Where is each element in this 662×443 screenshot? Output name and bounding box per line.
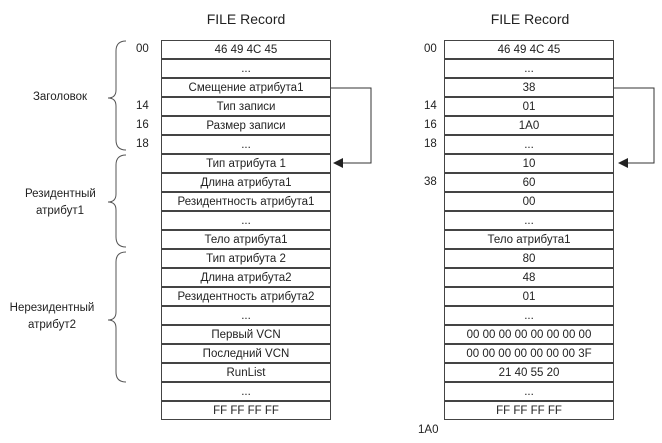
left-record-cell: 46 49 4C 45 [161,40,331,59]
right-record-cell: 00 [444,192,614,211]
left-record-cell: ... [161,211,331,230]
left-record-cell: Резидентность атрибута1 [161,192,331,211]
left-offset-label: 18 [136,138,149,150]
right-record-cell: 38 [444,78,614,97]
group-label-header: Заголовок [32,91,88,103]
right-record-cell: 01 [444,97,614,116]
arrow-left-head [333,158,343,168]
arrow-right-head [618,158,628,168]
left-record-cell: Первый VCN [161,325,331,344]
right-record-cell: 1A0 [444,116,614,135]
right-record-cell: 10 [444,154,614,173]
arrow-right-offset [614,88,654,163]
left-record-cell: Тело атрибута1 [161,230,331,249]
left-record-cell: ... [161,306,331,325]
left-offset-label: 14 [136,100,149,112]
right-offset-label: 16 [424,119,437,131]
right-end-offset: 1A0 [418,424,439,436]
left-record-title: FILE Record [206,11,286,27]
right-record-cell: 01 [444,287,614,306]
right-record-cell: 00 00 00 00 00 00 00 3F [444,344,614,363]
right-offset-label: 18 [424,138,437,150]
right-record-cell: ... [444,382,614,401]
right-record-cell: Тело атрибута1 [444,230,614,249]
right-record-cell: ... [444,135,614,154]
left-record-cell: Тип атрибута 1 [161,154,331,173]
left-record-cell: Длина атрибута2 [161,268,331,287]
left-record-cell: FF FF FF FF [161,401,331,420]
right-record-cell: 80 [444,249,614,268]
brace-nonresident-attribute [108,252,126,382]
left-offset-label: 00 [136,43,149,55]
right-record-title: FILE Record [490,11,570,27]
left-record-cell: Тип записи [161,97,331,116]
left-record-cell: Размер записи [161,116,331,135]
right-record-cell: FF FF FF FF [444,401,614,420]
right-record-cell: ... [444,59,614,78]
left-record-cell: ... [161,382,331,401]
right-offset-label: 14 [424,100,437,112]
group-label-nonresident-attribute: Нерезидентный атрибут2 [9,302,95,331]
left-record-cell: Смещение атрибута1 [161,78,331,97]
right-record-cell: ... [444,306,614,325]
left-record-cell: ... [161,135,331,154]
left-record-cell: RunList [161,363,331,382]
right-offset-label: 00 [424,43,437,55]
left-record-cell: ... [161,59,331,78]
right-record-cell: 60 [444,173,614,192]
right-record-cell: 46 49 4C 45 [444,40,614,59]
left-record-cell: Последний VCN [161,344,331,363]
group-label-resident-attribute: Резидентный атрибут1 [25,188,96,217]
right-record-cell: 48 [444,268,614,287]
arrow-left-offset [331,88,371,163]
right-record-cell: 21 40 55 20 [444,363,614,382]
left-record-cell: Тип атрибута 2 [161,249,331,268]
left-record-cell: Длина атрибута1 [161,173,331,192]
left-offset-label: 16 [136,119,149,131]
left-record-cell: Резидентность атрибута2 [161,287,331,306]
right-record-cell: ... [444,211,614,230]
right-record-cell: 00 00 00 00 00 00 00 00 [444,325,614,344]
brace-header [108,41,126,150]
brace-resident-attribute [108,155,126,247]
right-offset-label: 38 [424,176,437,188]
